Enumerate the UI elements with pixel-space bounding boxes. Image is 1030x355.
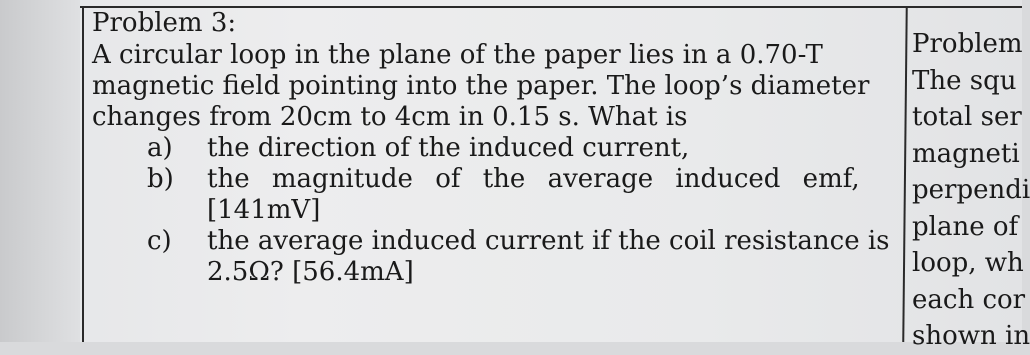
question-a	[92, 133, 892, 164]
statement-line-2: magnetic field pointing into the paper. The loop’s diameter	[92, 71, 870, 101]
problem-statement	[92, 40, 892, 133]
question-b	[92, 164, 892, 226]
right-line-6: plane of	[912, 211, 1019, 242]
question-a-label: a)	[147, 133, 173, 163]
question-c-answer: 2.5Ω? [56.4mA]	[207, 257, 414, 287]
right-line-8: each cor	[912, 284, 1026, 315]
question-c	[92, 226, 892, 288]
page-edge-shadow	[0, 0, 80, 342]
question-b-answer: [141mV]	[207, 195, 321, 225]
statement-line-3: changes from 20cm to 4cm in 0.15 s. What is	[92, 102, 688, 132]
statement-line-1: A circular loop in the plane of the paper lies in a 0.70-T	[92, 40, 823, 70]
right-line-4: magneti	[912, 138, 1020, 169]
next-problem-cell-cropped	[912, 26, 1030, 351]
question-c-text: the average induced current if the coil resistance is	[207, 226, 890, 256]
right-line-1: Problem	[912, 29, 1023, 59]
question-c-label: c)	[147, 226, 172, 256]
question-b-text: the magnitude of the average induced emf,	[207, 164, 860, 194]
problem-3-cell	[92, 6, 892, 288]
right-line-9-cut: shown in	[912, 321, 1030, 351]
right-line-2: The squ	[912, 65, 1017, 96]
question-a-text: the direction of the induced current,	[207, 133, 690, 163]
problem-title: Problem 3:	[92, 8, 237, 38]
table-column-divider	[902, 6, 908, 342]
table-left-border	[82, 6, 84, 342]
question-b-label: b)	[147, 164, 174, 194]
right-line-7: loop, wh	[912, 248, 1024, 278]
right-line-3: total ser	[912, 102, 1022, 132]
right-line-5: perpendi	[912, 175, 1030, 205]
